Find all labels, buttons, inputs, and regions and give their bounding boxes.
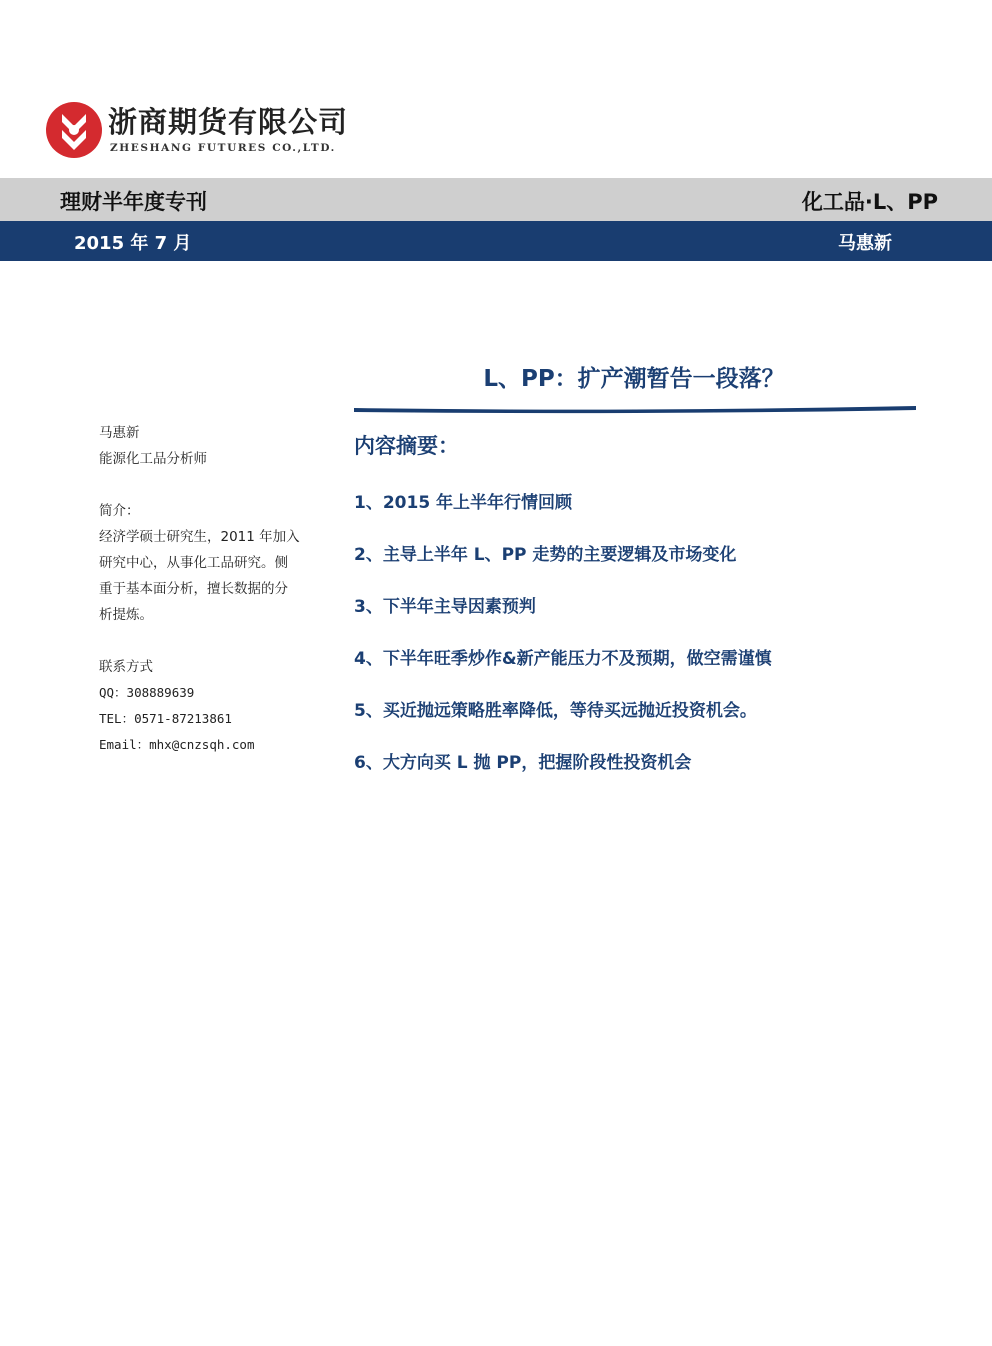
analyst-role: 能源化工品分析师	[99, 451, 207, 467]
summary-item: 1、2015 年上半年行情回顾	[354, 493, 573, 513]
report-date: 2015 年 7 月	[74, 233, 192, 254]
summary-list	[354, 488, 772, 800]
company-name-en: ZHESHANG FUTURES CO.,LTD.	[110, 142, 336, 154]
contact-qq: QQ：308889639	[99, 685, 195, 700]
company-logo-icon	[44, 100, 104, 160]
intro-line: 重于基本面分析，擅长数据的分	[99, 581, 288, 597]
summary-item: 2、主导上半年 L、PP 走势的主要逻辑及市场变化	[354, 545, 737, 565]
intro-line: 析提炼。	[99, 607, 153, 623]
intro-line: 经济学硕士研究生，2011 年加入	[99, 529, 300, 545]
intro-line: 研究中心，从事化工品研究。侧	[99, 555, 288, 571]
sector-title: 化工品·L、PP	[801, 190, 938, 214]
summary-item: 4、下半年旺季炒作&新产能压力不及预期，做空需谨慎	[354, 649, 772, 669]
report-author: 马惠新	[838, 233, 892, 254]
summary-item: 3、下半年主导因素预判	[354, 597, 536, 617]
title-underline	[354, 402, 916, 416]
summary-item: 6、大方向买 L 抛 PP，把握阶段性投资机会	[354, 753, 692, 773]
contact-tel: TEL：0571-87213861	[99, 711, 232, 726]
publication-title: 理财半年度专刊	[60, 190, 207, 214]
summary-heading: 内容摘要：	[354, 434, 459, 458]
intro-label: 简介：	[99, 503, 140, 519]
header-band-gray	[0, 178, 992, 221]
analyst-name: 马惠新	[99, 425, 140, 441]
report-title: L、PP：扩产潮暂告一段落？	[483, 366, 785, 392]
analyst-sidebar	[99, 420, 324, 758]
summary-item: 5、买近抛远策略胜率降低，等待买远抛近投资机会。	[354, 701, 757, 721]
contact-email[interactable]: Email：mhx@cnzsqh.com	[99, 737, 255, 752]
company-name-cn: 浙商期货有限公司	[108, 105, 349, 139]
contact-label: 联系方式	[99, 659, 153, 675]
header-band-blue	[0, 221, 992, 261]
